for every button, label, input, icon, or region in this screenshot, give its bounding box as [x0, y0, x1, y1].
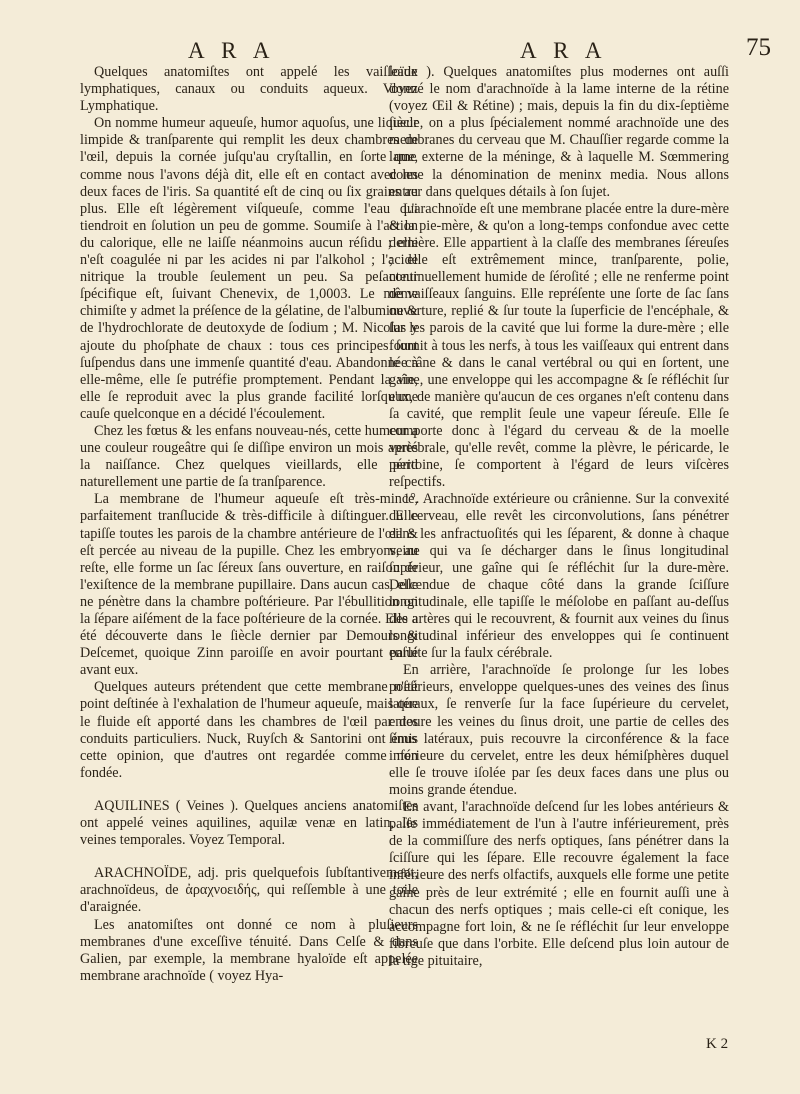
- right-paragraph-3: 1°. Arachnoïde extérieure ou crânienne. Sur la convexité du cerveau, elle revêt les circonvolutions, ſans pénétrer dans les anfractuoſités qui les ſéparent, & donne à chaque veine qui va ſe décharger dans le ſinus longitudinal ſupérieur, une gaîne qui ſe réfléchit ſur la dure-mère. Deſcendue de chaque côté dans la grande ſciſſure longitudinale, elle tapiſſe le méſolobe en paſſant au-deſſus des artères qui le recouvrent, & fournit aux veines du ſinus longitudinal inférieur des enveloppes qui ſe continuent enſuite ſur la faulx cérébrale.: [389, 491, 729, 662]
- left-paragraph-4: La membrane de l'humeur aqueuſe eſt très-mince, parfaitement tranſlucide & très-difficile à diſtinguer. Elle tapiſſe toutes les parois de la chambre antérieure de l'œil & eſt percée au niveau de la pupille. Chez les embryons, au reſte, elle forme un ſac ſéreux ſans ouverture, en raiſon de l'exiſtence de la membrane pupillaire. Dans aucun cas, elle ne pénètre dans la chambre poſtérieure. Par l'ébullition on la ſépare aiſément de la face poſtérieure de la cornée. Elle a été découverte dans le ſiècle dernier par Demours & Deſcemet, quoique Zinn paroiſſe en avoir pourtant parlé avant eux.: [80, 491, 418, 679]
- right-paragraph-1: loïde ). Quelques anatomiſtes plus modernes ont auſſi donné le nom d'arachnoïde à la lame interne de la rétine (voyez Œil & Rétine) ; mais, depuis la fin du dix-ſeptième ſiècle, on a plus ſpécialement nommé arachnoïde une des membranes du cerveau que M. Chauſſier regarde comme la lame externe de la méninge, & à laquelle M. Sœmmering donne la dénomination de meninx media. Nous allons entrer dans quelques détails à ſon ſujet.: [389, 64, 729, 200]
- page-number: 75: [746, 34, 771, 61]
- entry-aquilines: AQUILINES ( Veines ). Quelques anciens anatomiſtes ont appelé veines aquilines, aquilæ venæ en latin, les veines temporales. Voyez Temporal.: [80, 797, 418, 849]
- right-column: [389, 64, 729, 970]
- left-paragraph-5: Quelques auteurs prétendent que cette membrane n'eſt point deſtinée à l'exhalation de l'humeur aqueuſe, mais que le fluide eſt apporté dans les chambres de l'œil par des conduits particuliers. Nuck, Ruyſch & Santorini ont émis cette opinion, que d'autres ont regardée comme non fondée.: [80, 679, 418, 781]
- right-paragraph-4: En arrière, l'arachnoïde ſe prolonge ſur les lobes poſtérieurs, enveloppe quelques-unes des veines des ſinus latéraux, ſe renverſe ſur la face ſupérieure du cervelet, entoure les veines du ſinus droit, une partie de celles des ſinus latéraux, puis recouvre la circonférence & la face inférieure du cervelet, entre les deux hémiſphères duquel elle ſe trouve iſolée par ſes deux faces dans une plus ou moins grande étendue.: [389, 662, 729, 798]
- running-head-right: A R A: [520, 38, 608, 63]
- left-paragraph-1: Quelques anatomiſtes ont appelé les vaiſſeaux lymphatiques, canaux ou conduits aqueux. Voyez Lymphatique.: [80, 64, 418, 115]
- right-paragraph-5: En avant, l'arachnoïde deſcend ſur les lobes antérieurs & paſſe immédiatement de l'un à l'autre inférieurement, près de la commiſſure des nerfs optiques, ſans pénétrer dans la ſciſſure qui les ſépare. Elle recouvre également la face inférieure des nerfs olfactifs, auxquels elle forme une petite gaîne près de leur extrémité ; elle en fournit auſſi une à chacun des nerfs optiques ; mais celle-ci eſt conique, les accompagne fort loin, & ne ſe réfléchit ſur leur enveloppe fibreuſe que dans l'orbite. Elle deſcend plus loin autour de la tige pituitaire,: [389, 799, 729, 969]
- left-paragraph-3: Chez les fœtus & les enfans nouveau-nés, cette humeur a une couleur rougeâtre qui ſe diſſipe environ un mois après la naiſſance. Chez quelques vieillards, elle perd naturellement une partie de ſa tranſparence.: [80, 422, 418, 491]
- running-head-left: A R A: [188, 38, 276, 63]
- entry-arachnoide: ARACHNOÏDE, adj. pris quelquefois ſubſtantivement, arachnoïdeus, de ἀραχνοειδής, qui reſſemble à une toile d'araignée.: [80, 865, 418, 916]
- left-column: [80, 64, 418, 985]
- left-paragraph-8: Les anatomiſtes ont donné ce nom à pluſieurs membranes d'une exceſſive ténuité. Dans Celſe & dans Galien, par exemple, la membrane hyaloïde eſt appelée membrane arachnoïde ( voyez Hya-: [80, 916, 418, 984]
- signature-mark: K 2: [706, 1036, 729, 1052]
- left-paragraph-2: On nomme humeur aqueuſe, humor aquoſus, une liqueur limpide & tranſparente qui remplit les deux chambres de l'œil, depuis la cornée juſqu'au cryſtallin, en ſorte que, comme nous l'avons déjà dit, elle eſt en contact avec les deux faces de l'iris. Sa quantité eſt de cinq ou ſix grains au plus. Elle eſt légèrement viſqueuſe, comme l'eau qui tiendroit en ſolution un peu de gomme. Soumiſe à l'action du calorique, elle ne laiſſe néanmoins aucun réſidu ; elle n'eſt coagulée ni par les acides ni par l'alkohol ; l'acide nitrique la trouble ſeulement un peu. Sa peſanteur ſpécifique eſt, ſuivant Chenevix, de 1,0003. Le même chimiſte y admet la préſence de la gélatine, de l'albumine & de l'hydrochlorate de deutoxyde de ſodium ; M. Nicolas y ajoute du phoſphate de chaux : tous ces principes ſont ſuſpendus dans une immenſe quantité d'eau. Abandonnée à elle-même, elle ſe putréfie promptement. Pendant la vie, elle ſe reproduit avec la plus grande facilité lorſqu'une cauſe quelconque en a décidé l'écoulement.: [80, 115, 418, 422]
- right-paragraph-2: L'arachnoïde eſt une membrane placée entre la dure-mère & la pie-mère, & qu'on a long-temps confondue avec cette dernière. Elle appartient à la claſſe des membranes ſéreuſes ; elle eſt extrêmement mince, tranſparente, polie, continuellement humide de ſéroſité ; elle ne renferme point de vaiſſeaux ſanguins. Elle repréſente une ſorte de ſac ſans ouverture, replié & ſur toute la ſuperficie de l'encéphale, & ſur les parois de la cavité que lui forme la dure-mère ; elle fournit à tous les nerfs, à tous les vaiſſeaux qui entrent dans le crâne & dans le canal vertébral ou qui en ſortent, une gaîne, une enveloppe qui les accompagne & ſe réfléchit ſur eux, de manière qu'aucun de ces organes n'eſt contenu dans ſa cavité, que remplit ſeule une vapeur ſéreuſe. Elle ſe comporte donc à l'égard du cerveau & de la moelle vertébrale, qu'elle revêt, comme la plèvre, le péricarde, le péritoine, ſe comportent à l'égard de leurs viſcères reſpectifs.: [389, 200, 729, 491]
